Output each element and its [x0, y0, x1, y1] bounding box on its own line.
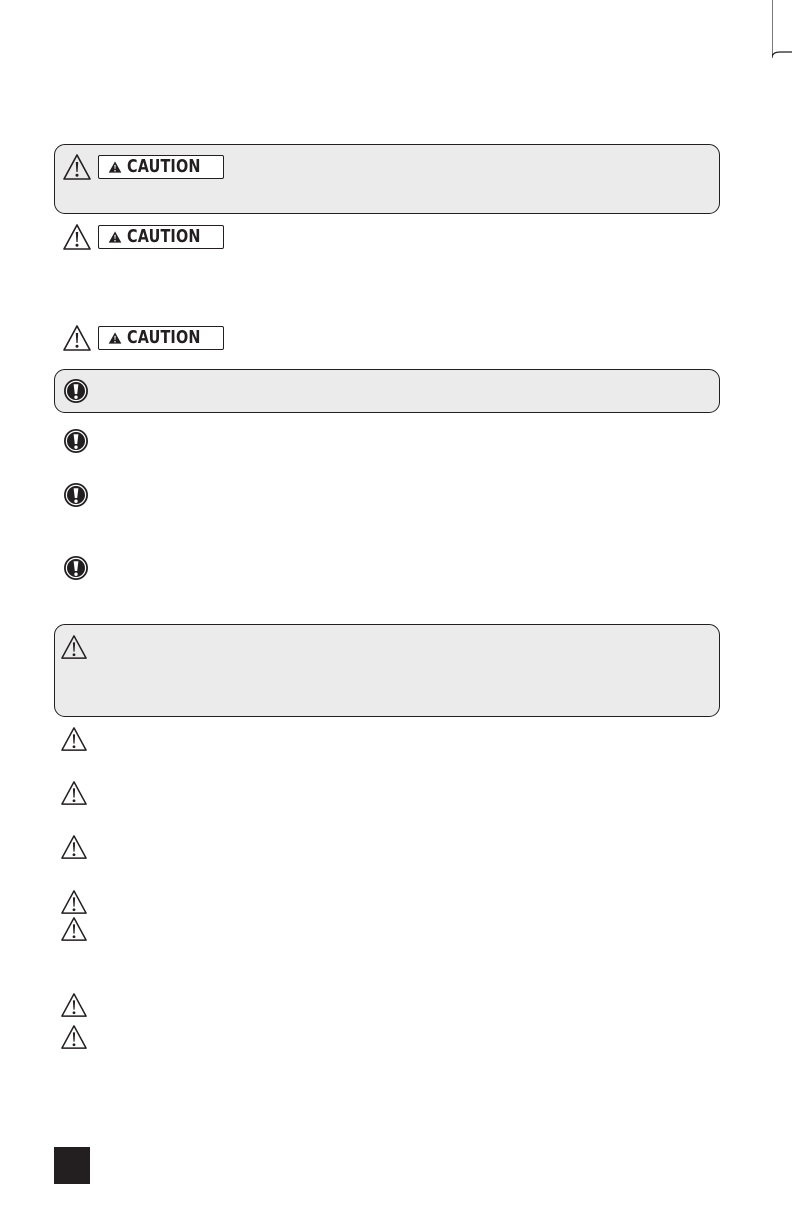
- warning-triangle-icon: [62, 223, 92, 251]
- warning-triangle-icon: [60, 634, 88, 660]
- mandatory-action-icon: [63, 482, 89, 508]
- caution-label: CAUTION: [127, 156, 201, 177]
- mandatory-action-icon: [63, 555, 89, 581]
- mandatory-section-panel: [54, 369, 720, 413]
- caution-badge: [98, 326, 224, 350]
- caution-badge: [98, 155, 224, 179]
- warning-triangle-icon: [62, 324, 92, 352]
- warning-triangle-icon: [60, 1024, 88, 1050]
- warning-triangle-icon: [60, 780, 88, 806]
- warning-triangle-icon: [60, 916, 88, 942]
- caution-badge: [98, 225, 224, 249]
- warning-section-panel: [54, 624, 720, 717]
- caution-label: CAUTION: [127, 327, 201, 348]
- crop-mark: [772, 0, 792, 58]
- caution-heading-row: [62, 153, 224, 181]
- page-thumb-tab: [54, 1147, 90, 1184]
- warning-triangle-icon: [108, 329, 122, 347]
- mandatory-action-icon: [63, 378, 89, 404]
- warning-triangle-icon: [60, 726, 88, 752]
- warning-triangle-icon: [60, 889, 88, 915]
- caution-item: [62, 223, 224, 251]
- caution-label: CAUTION: [127, 226, 201, 247]
- warning-triangle-icon: [60, 834, 88, 860]
- caution-item: [62, 324, 224, 352]
- warning-triangle-icon: [108, 158, 122, 176]
- warning-triangle-icon: [108, 228, 122, 246]
- warning-triangle-icon: [60, 992, 88, 1018]
- mandatory-action-icon: [63, 428, 89, 454]
- warning-triangle-icon: [62, 153, 92, 181]
